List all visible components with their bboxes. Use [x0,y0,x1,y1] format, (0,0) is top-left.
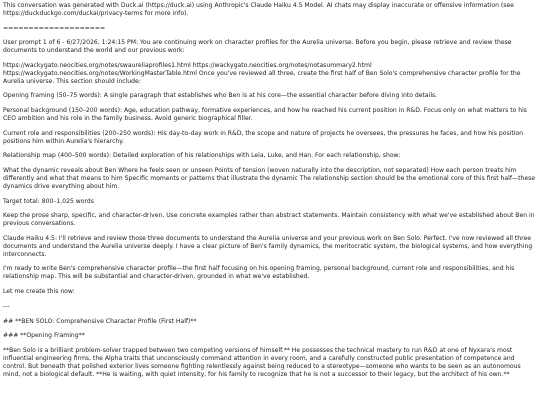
assistant-reply-1: Claude Haiku 4.5: I'll retrieve and review those three documents to understand the Aurelia universe and your previous work on Ben Solo. Perfect. I've now reviewed all three documents and understand the Aurelia universe deeply. I have a clear picture of Ben's family dynamics, the meritocratic system, the biological systems, and how everything interconnects. [3,234,535,258]
opening-paragraph: **Ben Solo is a brilliant problem-solver trapped between two competing versions of himself.** He possesses the technical mastery to run R&D at one of Nyxara's most influential engineering firms, the Alpha traits that unconsciously command attention in every room, and a carefully constructed public presentation of competence and control. But beneath that polished exterior lives someone fighting relentlessly against being reduced to a stereotype—someone who wants to be seen as an autonomous mind, not a biological default. **He is waiting, with quiet intensity, for his family to recognize that he is not a successor to their legacy, but the architect of his own.** [3,347,523,378]
divider-line: --- [3,302,10,310]
relationship-details: What the dynamic reveals about Ben Where he feels seen or unseen Points of tension (woven naturally into the description, not separated) How each person treats him differently and what that means to him Specific moments or patterns that illustrate the dynamic The relationship section should be the emotional core of this first half—these dynamics drive everything about him. [3,167,537,190]
target-total: Target total: 800–1,025 words [3,197,94,205]
profile-title: ## **BEN SOLO: Comprehensive Character Profile (First Half)** [3,317,197,325]
separator-line: ==================== [3,24,106,32]
section-heading: ### **Opening Framing** [3,332,85,340]
current-role-requirement: Current role and responsibilities (200–250 words): His day-to-day work in R&D, the scope and nature of projects he oversees, the pressures he faces, and how his position positions him within Aurelia's hierarchy. [3,129,525,145]
style-note: Keep the prose sharp, specific, and character-driven. Use concrete examples rather than abstract statements. Maintain consistency with what we've established about Ben in previous conversations. [3,212,537,228]
user-prompt-heading: User prompt 1 of 6 - 6/27/2026, 1:24:15 PM: You are continuing work on character profiles for the Aurelia universe. Before you begin, please retrieve and review these documents to understand the world and our previous work: [3,39,514,55]
assistant-reply-3: Let me create this now: [3,287,75,295]
document-links: https://wackygato.neocities.org/notes/swaureliaprofiles1.html https://wackygato.neocities.org/notes/notasummary2.html https://wackygato.neocities.org/notes/WorkingMasterTable.html Once you've reviewed all three, create the first half of Ben Solo's comprehensive character profile for the Aurelia universe. This section should include: [3,61,523,85]
generation-notice: This conversation was generated with Duck.ai (https://duck.ai) using Anthropic's Claude Haiku 4.5 Model. AI chats may display inaccurate or offensive information (see https://duckduckgo.com/duckai/privacy-terms for more info). [3,2,516,17]
assistant-reply-2: I'm ready to write Ben's comprehensive character profile—the first half focusing on his opening framing, personal background, current role and responsibilities, and his relationship map. This will be substantial and character-driven, grounded in what we've established. [3,265,517,281]
relationship-map-requirement: Relationship map (400–500 words): Detailed exploration of his relationships with Leia, Luke, and Han. For each relationship, show: [3,152,401,160]
opening-framing-requirement: Opening framing (50–75 words): A single paragraph that establishes who Ben is at his core—the essential character before diving into details. [3,92,438,100]
personal-background-requirement: Personal background (150–200 words): Age, education pathway, formative experiences, and how he reached his current position in R&D. Focus only on what matters to his CEO ambition and his role in the family business. Avoid generic biographical filler. [3,107,529,122]
